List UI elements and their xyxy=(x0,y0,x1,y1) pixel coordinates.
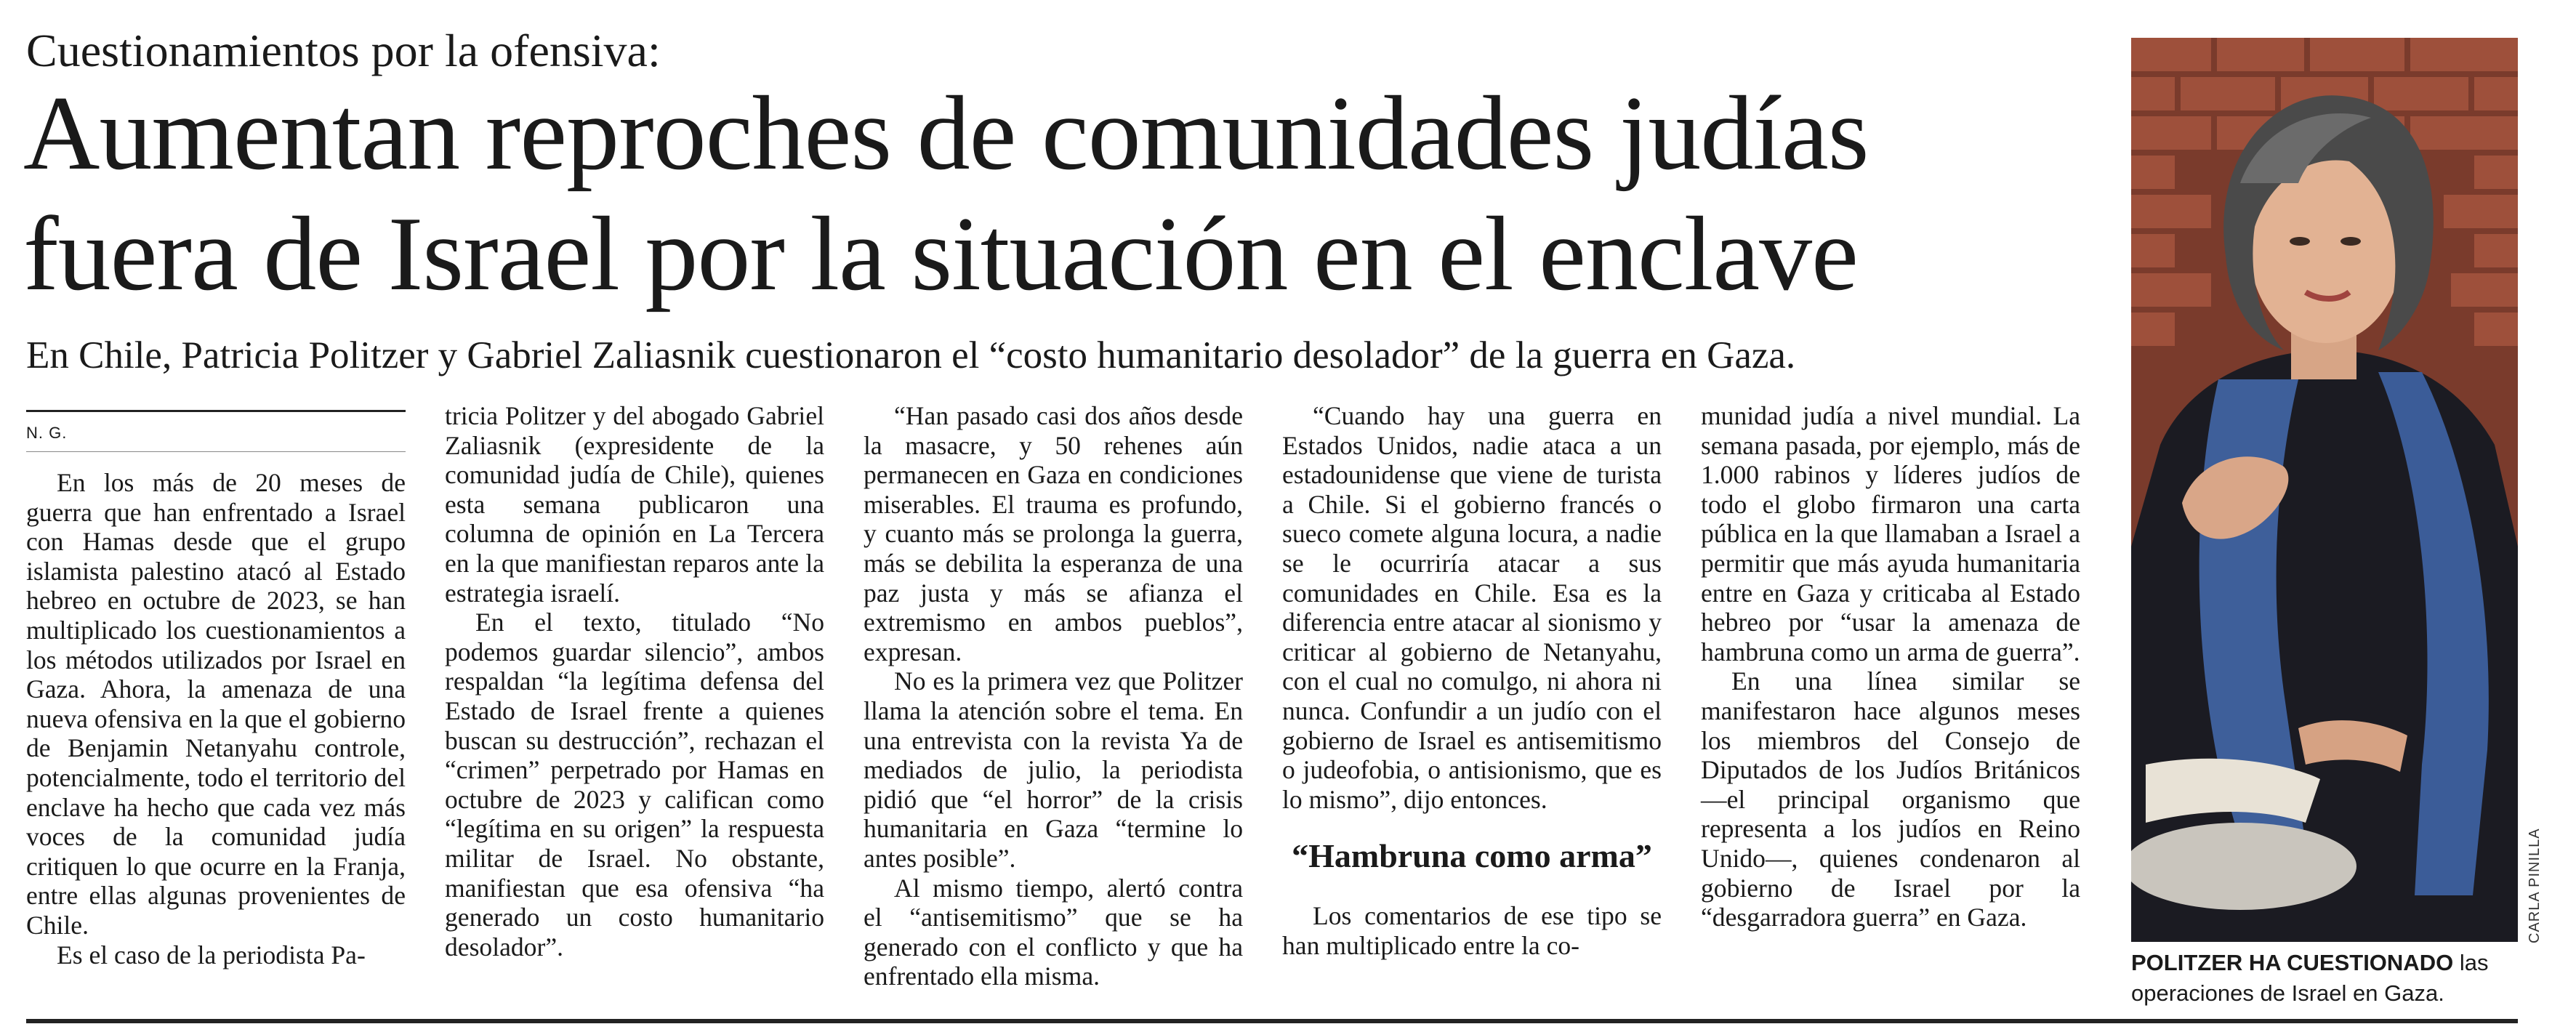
paragraph: En los más de 20 meses de guerra que han enfrentado a Israel con Hamas desde que el grupo islamista palestino atacó al Estado hebreo en octubre de 2023, se han multiplicado los cuestionamientos a los métodos utilizados por Israel en Gaza. Ahora, la amenaza de una nueva ofensiva en la que el gobierno de Benjamin Netanyahu controle, potencialmente, todo el territorio del enclave ha hecho que cada vez más voces de la comunidad judía critiquen lo que ocurre en la Franja, entre ellas algunas provenientes de Chile. xyxy=(26,468,406,940)
portrait-photo xyxy=(2131,38,2518,942)
paragraph: “Cuando hay una guerra en Estados Unidos, nadie ataca a un estadounidense que viene de turista a Chile. Si el gobierno francés o sueco comete alguna locura, a nadie se le ocurriría atacar a sus comunidades en Chile. Esa es la diferencia entre atacar al sionismo y criticar al gobierno de Netanyahu, con el cual no comulgo, ni ahora ni nunca. Confundir a un judío con el gobierno de Israel es antisemitismo o judeofobia, o antisionismo, que es lo mismo”, dijo entonces. xyxy=(1282,401,1662,814)
paragraph: No es la primera vez que Politzer llama la atención sobre el tema. En una entrevista con la revista Ya de mediados de julio, la periodista pidió que “el horror” de la crisis humanitaria en Gaza “termine lo antes posible”. xyxy=(864,666,1243,873)
paragraph: Es el caso de la periodista Pa- xyxy=(57,940,366,969)
paragraph: “Han pasado casi dos años desde la masacre, y 50 rehenes aún permanecen en Gaza en condiciones miserables. El trauma es profundo, y cuanto más se prolonga la guerra, más se debilita la esperanza de una paz justa y más se afianza el extremismo en ambos pueblos”, expresan. xyxy=(864,401,1243,666)
paragraph: En el texto, titulado “No podemos guardar silencio”, ambos respaldan “la legítima defensa del Estado de Israel frente a quienes buscan su destrucción”, rechazan el “crimen” perpetrado por Hamas en octubre de 2023 y califican como “legítima en su origen” la respuesta militar de Israel. No obstante, manifiestan que esa ofensiva “ha generado un costo humanitario desolador”. xyxy=(445,608,824,962)
byline: N. G. xyxy=(26,410,406,452)
headline xyxy=(23,73,2117,314)
headline-line-1: Aumentan reproches de comunidades judías xyxy=(23,74,1869,192)
deck: En Chile, Patricia Politzer y Gabriel Zaliasnik cuestionaron el “costo humanitario desolador” de la guerra en Gaza. xyxy=(26,334,1796,376)
subheading: “Hambruna como arma” xyxy=(1292,837,1652,875)
photo-caption xyxy=(2131,948,2538,1009)
paragraph: Los comentarios de ese tipo se han multiplicado entre la co- xyxy=(1282,901,1662,960)
paragraph: Al mismo tiempo, alertó contra el “antisemitismo” que se ha generado con el conflicto y que ha enfrentado ella misma. xyxy=(864,873,1243,991)
article-column-1 xyxy=(26,398,406,969)
article-column-4 xyxy=(1282,401,1662,961)
portrait-illustration xyxy=(2131,38,2518,942)
caption-text: las operaciones de Israel en Gaza. xyxy=(2131,950,2489,1006)
paragraph: tricia Politzer y del abogado Gabriel Zaliasnik (expresidente de la comunidad judía de Chile), quienes esta semana publicaron una columna de opinión en La Tercera en la que manifiestan reparos ante la estrategia israelí. xyxy=(445,401,824,608)
article-column-3 xyxy=(864,401,1243,991)
paragraph: munidad judía a nivel mundial. La semana pasada, por ejemplo, más de 1.000 rabinos y líderes judíos de todo el globo firmaron una carta pública en la que llamaban a Israel a permitir que más ayuda humanitaria entre en Gaza y criticaba al Estado hebreo por “usar la amenaza de hambruna como un arma de guerra”. xyxy=(1701,401,2080,666)
article-column-5 xyxy=(1701,401,2080,932)
article-column-2 xyxy=(445,401,824,962)
photo-credit: CARLA PINILLA xyxy=(2527,828,2543,943)
caption-lead: POLITZER HA CUESTIONADO xyxy=(2131,950,2454,975)
headline-line-2: fuera de Israel por la situación en el enclave xyxy=(23,195,1858,313)
bottom-rule xyxy=(26,1019,2518,1023)
paragraph: En una línea similar se manifestaron hace algunos meses los miembros del Consejo de Diputados de los Judíos Británicos —el principal organismo que representa a los judíos en Reino Unido—, quienes condenaron al gobierno de Israel por la “desgarradora guerra” en Gaza. xyxy=(1701,666,2080,932)
kicker: Cuestionamientos por la ofensiva: xyxy=(26,25,661,76)
